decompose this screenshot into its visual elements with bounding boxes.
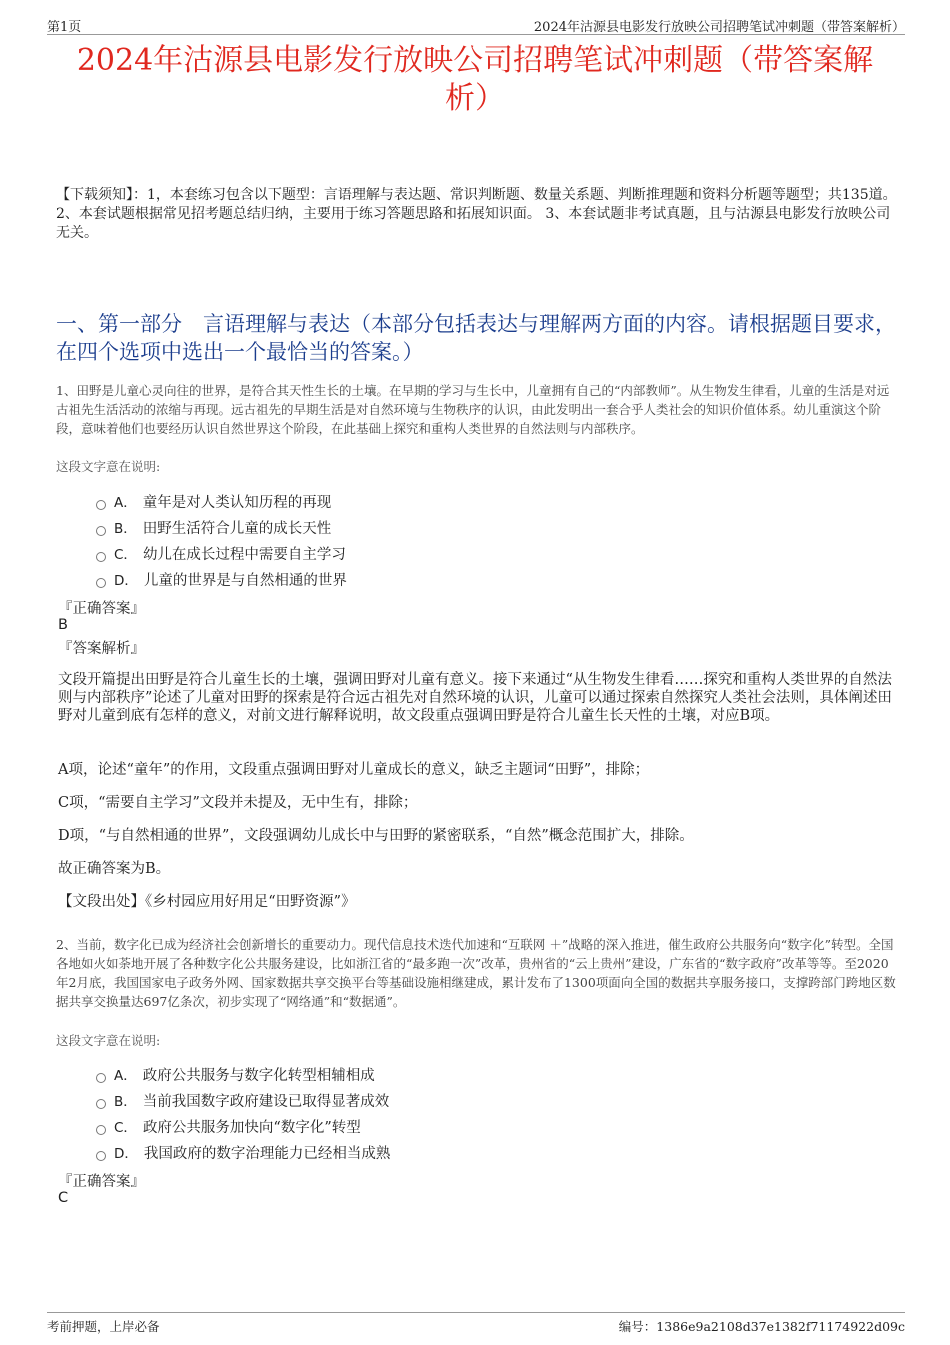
footer-slogan: 考前押题，上岸必备 bbox=[47, 1319, 160, 1334]
q1-option-d[interactable]: D． 儿童的世界是与自然相通的世界 bbox=[96, 569, 347, 589]
download-notice: 【下载须知】：1，本套练习包含以下题型：言语理解与表达题、常识判断题、数量关系题、判断推理题和资料分析题等题型；共135道。 2、本套试题根据常见招考题总结归纳，主要用于练习答题思路和拓展知识面。 3、本套试题非考试真题，且与沽源县电影发行放映公司无关。 bbox=[56, 187, 897, 241]
q1-analysis-d: D项，“与自然相通的世界”，文段强调幼儿成长中与田野的紧密联系，“自然”概念范围扩大，排除。 bbox=[58, 828, 694, 844]
header-doc-title: 2024年沽源县电影发行放映公司招聘笔试冲刺题（带答案解析） bbox=[533, 20, 905, 35]
q1-text: 1、田野是儿童心灵向往的世界，是符合其天性生长的土壤。在早期的学习与生长中，儿童拥有自己的“内部教师”。从生物发生律看，儿童的生活是对远古祖先生活活动的浓缩与再现。远古祖先的早期生活是对自然环境与生物秩序的认识，由此发明出一套合乎人类社会的知识价值体系。幼儿重演这个阶段，意味着他们也要经历认识自然世界这个阶段，在此基础上探究和重构人类世界的自然法则与内部秩序。 bbox=[56, 383, 890, 436]
q1-answer: B bbox=[58, 617, 68, 633]
page-title: 2024年沽源县电影发行放映公司招聘笔试冲刺题（带答案解析） bbox=[76, 43, 874, 116]
q1-analysis-a: A项，论述“童年”的作用，文段重点强调田野对儿童成长的意义，缺乏主题词“田野”，排除； bbox=[58, 762, 650, 778]
radio-icon[interactable] bbox=[96, 500, 106, 510]
q1-analysis-para: 文段开篇提出田野是符合儿童生长的土壤，强调田野对儿童有意义。接下来通过“从生物发生律看……探究和重构人类世界的自然法则与内部秩序”论述了儿童对田野的探索是符合远古祖先对自然环境的认识，儿童可以通过探索自然探究人类社会法则，具体阐述田野对儿童到底有怎样的意义，对前文进行解释说明，故文段重点强调田野是符合儿童生长天性的土壤，对应B项。 bbox=[58, 672, 892, 724]
q1-lead: 这段文字意在说明: bbox=[56, 459, 161, 474]
q1-answer-label: 『正确答案』 bbox=[58, 601, 145, 617]
q1-source: 【文段出处】《乡村园应用好用足“田野资源”》 bbox=[58, 894, 356, 910]
q2-text: 2、当前，数字化已成为经济社会创新增长的重要动力。现代信息技术迭代加速和“互联网 ＋”战略的深入推进，催生政府公共服务向“数字化”转型。全国各地如火如荼地开展了各种数字化公共服务建设，比如浙江省的“最多跑一次”改革，贵州省的“云上贵州”建设，广东省的“数字政府”改革等等。至2020年2月底，我国国家电子政务外网、国家数据共享交换平台等基础设施相继建成，累计发布了1300项面向全国的数据共享服务接口，支撑跨部门跨地区数据共享交换量达697亿条次，初步实现了“网络通”和“数据通”。 bbox=[56, 937, 896, 1009]
page-header bbox=[47, 14, 905, 35]
page-footer bbox=[47, 1312, 905, 1334]
radio-icon[interactable] bbox=[96, 1073, 106, 1083]
footer-serial: 编号：1386e9a2108d37e1382f71174922d09c bbox=[618, 1319, 905, 1334]
q1-option-a[interactable]: A． 童年是对人类认知历程的再现 bbox=[96, 491, 331, 511]
q1-analysis-c: C项，“需要自主学习”文段并未提及，无中生有，排除； bbox=[58, 795, 418, 811]
q2-answer-label: 『正确答案』 bbox=[58, 1174, 145, 1190]
q2-lead: 这段文字意在说明: bbox=[56, 1033, 161, 1048]
radio-icon[interactable] bbox=[96, 552, 106, 562]
radio-icon[interactable] bbox=[96, 1125, 106, 1135]
radio-icon[interactable] bbox=[96, 1151, 106, 1161]
radio-icon[interactable] bbox=[96, 578, 106, 588]
q2-answer: C bbox=[58, 1190, 69, 1206]
q2-option-a[interactable]: A． 政府公共服务与数字化转型相辅相成 bbox=[96, 1064, 375, 1084]
q2-option-b[interactable]: B． 当前我国数字政府建设已取得显著成效 bbox=[96, 1090, 389, 1110]
q1-option-c[interactable]: C． 幼儿在成长过程中需要自主学习 bbox=[96, 543, 346, 563]
q1-option-b[interactable]: B． 田野生活符合儿童的成长天性 bbox=[96, 517, 331, 537]
page-number: 第1页 bbox=[47, 20, 82, 35]
q2-option-d[interactable]: D． 我国政府的数字治理能力已经相当成熟 bbox=[96, 1142, 390, 1162]
radio-icon[interactable] bbox=[96, 526, 106, 536]
q2-option-c[interactable]: C． 政府公共服务加快向“数字化”转型 bbox=[96, 1116, 361, 1136]
section-heading: 一、第一部分 言语理解与表达（本部分包括表达与理解两方面的内容。请根据题目要求，在四个选项中选出一个最恰当的答案。） bbox=[56, 312, 896, 364]
q1-analysis-label: 『答案解析』 bbox=[58, 641, 145, 657]
q1-analysis-conclusion: 故正确答案为B。 bbox=[58, 861, 171, 877]
radio-icon[interactable] bbox=[96, 1099, 106, 1109]
